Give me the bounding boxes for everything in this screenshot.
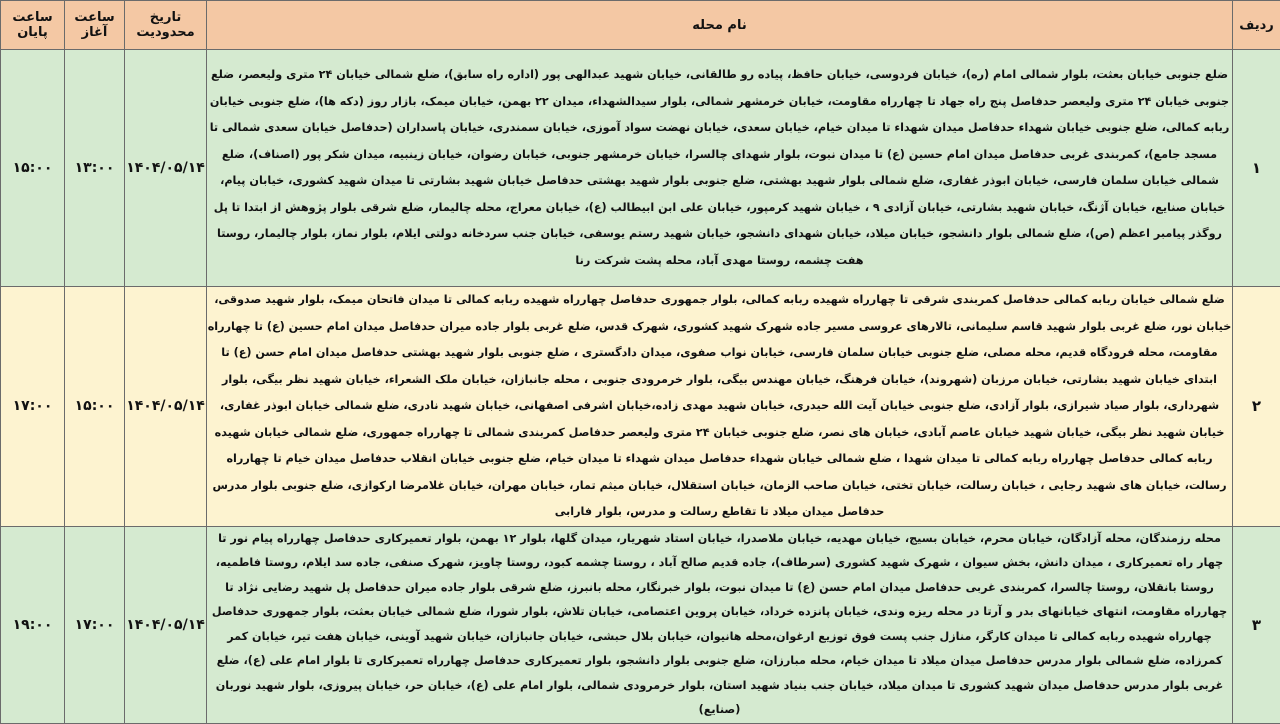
neighborhood-list: محله رزمندگان، محله آزادگان، خیابان محرم، خیابان بسیج، خیابان مهدیه، خیابان ملاصدرا، خیابان استاد شهریار، میدان گلها، بلوار ۱۲ بهمن، بلوار تعمیرکاری حدفاصل چهارراه پیام نور تا چهار راه تعمیرکاری ، میدان دانش، بخش سیوان ، شهرک شهید کشوری (سرطاف)، جاده قدیم صالح آباد ، روستا چشمه کبود، روستا چاویز، شهرک صنفی، جاده سد ایلام، روستا فاطمیه، روستا بانقلان، روستا چالسرا، کمربندی غربی حدفاصل میدان امام حسن (ع) تا میدان نبوت، بلوار خبرنگار، محله بانبرز، ضلع شرقی بلوار جاده میران حدفاصل پل شهید رضایی نژاد تا چهارراه مقاومت، انتهای خیابانهای بدر و آرتا در محله ریزه وندی، خیابان پانزده خرداد، خیابان پروین اعتصامی، خیابان تلاش، بلوار شورا، ضلع شمالی خیابان بعثت، بلوار جمهوری حدفاصل چهارراه شهیده ربابه کمالی تا میدان کارگر، منازل جنب پست فوق توزیع ارغوان،محله هانیوان، خیابان بلال حبشی، خیابان جانبازان، خیابان شهید آوینی، خیابان هفت تیر، خیابان کمر کمرزاده، ضلع شمالی بلوار مدرس حدفاصل میدان میلاد تا میدان خیام، محله مبارزان، ضلع جنوبی بلوار دانشجو، بلوار تعمیرکاری حدفاصل چهارراه تعمیرکاری تا بلوار امام علی (ع)، ضلع غربی بلوار مدرس حدفاصل میدان شهید کشوری تا میدان میلاد، خیابان جنب بنیاد شهید استان، بلوار خرمرودی شمالی، بلوار امام علی (ع)، خیابان حر، خیابان پیروزی، بلوار شهید نوربان (صنایع) xyxy=(207,526,1233,723)
header-start-time: ساعت آغاز xyxy=(65,1,125,50)
row-number: ۲ xyxy=(1233,287,1280,527)
header-row-number: ردیف xyxy=(1233,1,1280,50)
table-row xyxy=(1,50,1280,287)
neighborhood-list: ضلع شمالی خیابان ربابه کمالی حدفاصل کمربندی شرقی تا چهارراه شهیده ربابه کمالی، بلوار جمهوری حدفاصل چهارراه شهیده ربابه کمالی تا میدان فاتحان میمک، بلوار شهید صدوقی، خیابان نور، ضلع غربی بلوار شهید قاسم سلیمانی، تالارهای عروسی مسیر جاده شهرک شهید کشوری، شهرک قدس، ضلع غربی بلوار جاده میران حدفاصل میدان امام حسین (ع) تا چهارراه مقاومت، محله فرودگاه قدیم، محله مصلی، ضلع جنوبی خیابان سلمان فارسی، خیابان نواب صفوی، میدان دادگستری ، ضلع جنوبی بلوار شهید بهشتی حدفاصل میدان امام حسن (ع) تا ابتدای خیابان شهید بشارتی، خیابان مرزبان (شهروند)، خیابان فرهنگ، خیابان مهندس بیگی، بلوار خرمرودی جنوبی ، محله جانبازان، خیابان ملک الشعراء، خیابان شهید نظر بیگی، بلوار شهرداری، بلوار صیاد شیرازی، بلوار آزادی، ضلع جنوبی خیابان آیت الله حیدری، خیابان شهید مهدی زاده،خیابان اشرفی اصفهانی، خیابان شهید نادری، ضلع شمالی خیابان ابوذر غفاری، خیابان شهید نظر بیگی، خیابان شهید خیابان عاصم آبادی، خیابان های نصر، ضلع جنوبی خیابان ۲۴ متری ولیعصر حدفاصل کمربندی شمالی تا چهارراه جمهوری، ضلع شمالی خیابان شهیده ربابه کمالی حدفاصل چهارراه ربابه کمالی تا میدان شهدا ، ضلع شمالی خیابان شهداء حدفاصل میدان شهداء تا میدان خیام، ضلع جنوبی خیابان انقلاب حدفاصل میدان خیام تا چهارراه رسالت، خیابان های شهید رجایی ، خیابان رسالت، خیابان تختی، خیابان صاحب الزمان، خیابان استقلال، خیابان میثم تمار، خیابان مهران، خیابان غلامرضا ارکوازی، ضلع جنوبی بلوار مدرس حدفاصل میدان میلاد تا تقاطع رسالت و مدرس، بلوار فارابی xyxy=(207,287,1233,527)
end-time: ۱۵:۰۰ xyxy=(1,50,65,287)
start-time: ۱۷:۰۰ xyxy=(65,526,125,723)
outage-date: ۱۴۰۴/۰۵/۱۴ xyxy=(125,50,207,287)
header-end-time: ساعت پایان xyxy=(1,1,65,50)
start-time: ۱۳:۰۰ xyxy=(65,50,125,287)
header-neighborhood: نام محله xyxy=(207,1,1233,50)
row-number: ۱ xyxy=(1233,50,1280,287)
row-number: ۳ xyxy=(1233,526,1280,723)
header-row xyxy=(1,1,1280,50)
neighborhood-list: ضلع جنوبی خیابان بعثت، بلوار شمالی امام (ره)، خیابان فردوسی، خیابان حافظ، پیاده رو طالقانی، خیابان شهید عبدالهی پور (اداره راه سابق)، ضلع شمالی خیابان ۲۴ متری ولیعصر، ضلع جنوبی خیابان ۲۴ متری ولیعصر حدفاصل پنج راه جهاد تا چهارراه مقاومت، خیابان خرمشهر شمالی، بلوار سیدالشهداء، میدان ۲۲ بهمن، خیابان میمک، بازار روز (دکه ها)، ضلع جنوبی خیابان ربابه کمالی، ضلع جنوبی خیابان شهداء حدفاصل میدان شهداء تا میدان خیام، خیابان سعدی، خیابان نهضت سواد آموزی، خیابان سمندری، خیابان پاسداران (حدفاصل خیابان سعدی شمالی تا مسجد جامع)، کمربندی غربی حدفاصل میدان امام حسین (ع) تا میدان نبوت، بلوار شهدای چالسرا، خیابان خرمشهر جنوبی، خیابان رضوان، خیابان زینبیه، میدان شکر پور (اصناف)، ضلع شمالی خیابان سلمان فارسی، خیابان ابوذر غفاری، ضلع شمالی بلوار شهید بهشتی، ضلع جنوبی بلوار شهید بهشتی حدفاصل خیابان شهید بشارتی تا میدان شهید کشوری، خیابان پیام، خیابان صنایع، خیابان آژنگ، خیابان شهید بشارتی، خیابان آزادی ۹ ، خیابان شهید کرمپور، خیابان علی ابن ابیطالب (ع)، خیابان معراج، محله چالیمار، ضلع شرقی بلوار پژوهش از ابتدا تا پل روگذر پیامبر اعظم (ص)، ضلع شمالی بلوار دانشجو، خیابان میلاد، خیابان شهدای دانشجو، خیابان شهید رستم یوسفی، خیابان جنب سردخانه دولتی ایلام، بلوار نماز، بلوار چالیمار، روستا هفت چشمه، روستا مهدی آباد، محله پشت شرکت رنا xyxy=(207,50,1233,287)
table-row xyxy=(1,526,1280,723)
end-time: ۱۹:۰۰ xyxy=(1,526,65,723)
table-row xyxy=(1,287,1280,527)
outage-date: ۱۴۰۴/۰۵/۱۴ xyxy=(125,526,207,723)
end-time: ۱۷:۰۰ xyxy=(1,287,65,527)
start-time: ۱۵:۰۰ xyxy=(65,287,125,527)
header-date: تاریخ محدودیت xyxy=(125,1,207,50)
outage-date: ۱۴۰۴/۰۵/۱۴ xyxy=(125,287,207,527)
